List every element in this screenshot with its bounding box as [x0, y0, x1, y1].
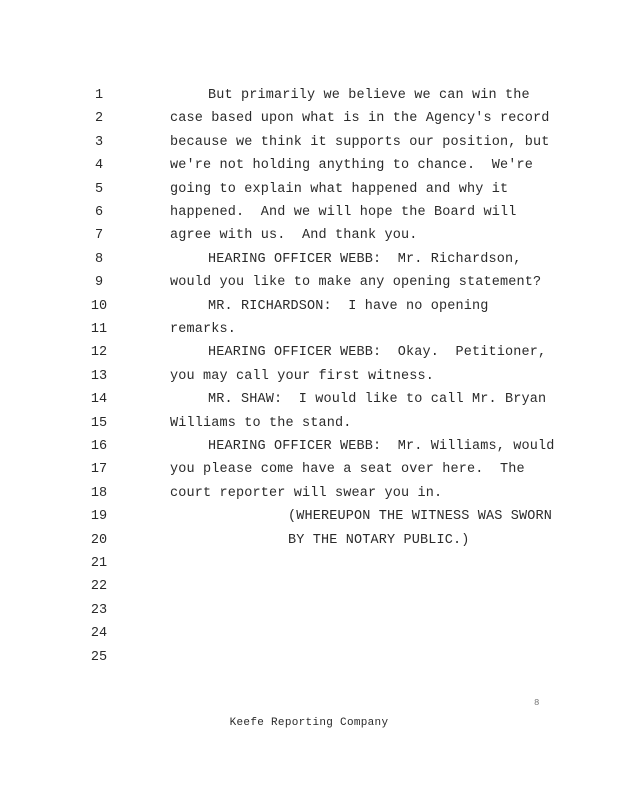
line-text: BY THE NOTARY PUBLIC.)	[288, 533, 470, 548]
line-number: 3	[94, 135, 104, 150]
line-number: 24	[90, 626, 108, 641]
line-number: 15	[90, 416, 108, 431]
footer-company: Keefe Reporting Company	[229, 717, 389, 729]
line-number: 14	[90, 392, 108, 407]
line-text: Williams to the stand.	[170, 416, 352, 431]
line-text: MR. SHAW: I would like to call Mr. Bryan	[208, 392, 547, 407]
line-number: 1	[94, 88, 104, 103]
line-text: HEARING OFFICER WEBB: Okay. Petitioner,	[208, 345, 547, 360]
line-text: (WHEREUPON THE WITNESS WAS SWORN	[288, 509, 553, 524]
line-number: 16	[90, 439, 108, 454]
line-text: HEARING OFFICER WEBB: Mr. Williams, would	[208, 439, 555, 454]
line-text: happened. And we will hope the Board will	[170, 205, 517, 220]
line-number: 25	[90, 650, 108, 665]
line-number: 8	[94, 252, 104, 267]
line-number: 23	[90, 603, 108, 618]
line-number: 12	[90, 345, 108, 360]
line-text: agree with us. And thank you.	[170, 228, 418, 243]
line-number: 19	[90, 509, 108, 524]
line-number: 13	[90, 369, 108, 384]
line-number: 18	[90, 486, 108, 501]
line-number: 2	[94, 111, 104, 126]
line-number: 17	[90, 462, 108, 477]
page-mark: 8	[534, 698, 540, 708]
line-text: going to explain what happened and why it	[170, 182, 509, 197]
line-text: MR. RICHARDSON: I have no opening	[208, 299, 489, 314]
line-number: 6	[94, 205, 104, 220]
line-number: 22	[90, 579, 108, 594]
line-number: 11	[90, 322, 108, 337]
line-number: 5	[94, 182, 104, 197]
line-text: court reporter will swear you in.	[170, 486, 443, 501]
line-text: HEARING OFFICER WEBB: Mr. Richardson,	[208, 252, 522, 267]
line-text: remarks.	[170, 322, 237, 337]
line-number: 21	[90, 556, 108, 571]
line-text: you please come have a seat over here. The	[170, 462, 525, 477]
line-number: 20	[90, 533, 108, 548]
line-text: would you like to make any opening statement?	[170, 275, 542, 290]
line-text: case based upon what is in the Agency's record	[170, 111, 550, 126]
line-number: 7	[94, 228, 104, 243]
line-text: you may call your first witness.	[170, 369, 435, 384]
line-number: 10	[90, 299, 108, 314]
line-number: 9	[94, 275, 104, 290]
line-number: 4	[94, 158, 104, 173]
line-text: But primarily we believe we can win the	[208, 88, 530, 103]
line-text: we're not holding anything to chance. We're	[170, 158, 534, 173]
line-text: because we think it supports our position, but	[170, 135, 550, 150]
